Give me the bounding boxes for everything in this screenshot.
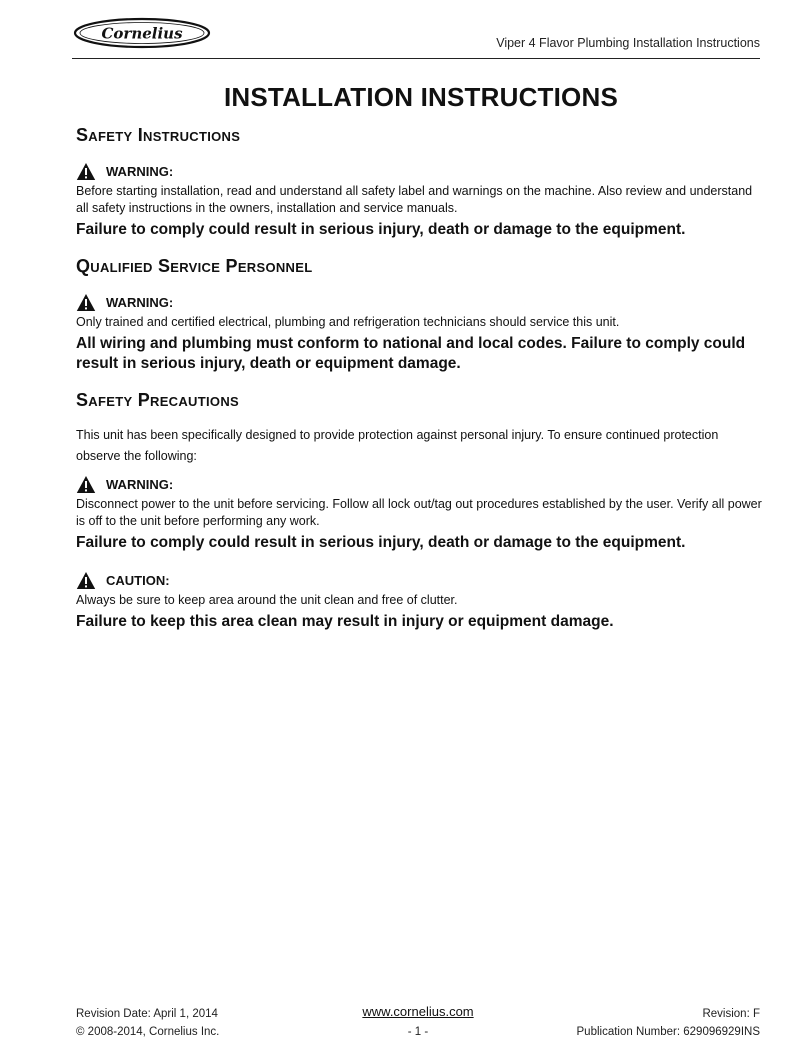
caution-triangle-icon: [76, 571, 96, 590]
section-heading-qualified-personnel: Qualified Service Personnel: [76, 256, 313, 276]
revision: Revision: F: [702, 1008, 760, 1020]
warning-block: [76, 160, 766, 240]
warning-triangle-icon: [76, 293, 96, 312]
document-body: [76, 82, 766, 648]
caution-label: CAUTION:: [106, 572, 170, 588]
warning-label: WARNING:: [106, 476, 174, 492]
warning-label: WARNING:: [106, 163, 174, 179]
page-number: - 1 -: [407, 1026, 429, 1038]
warning-text: Before starting installation, read and understand all safety label and warnings on the machine. Also review and understand all safety instructions in the owners, installation and service manuals.: [76, 184, 753, 215]
warning-block: [76, 473, 766, 553]
website-link[interactable]: www.cornelius.com: [362, 1004, 474, 1019]
warning-consequence: Failure to comply could result in serious injury, death or damage to the equipment.: [76, 221, 686, 238]
warning-text: Only trained and certified electrical, plumbing and refrigeration technicians should service this unit.: [76, 315, 620, 329]
section-heading-safety-precautions: Safety Precautions: [76, 390, 239, 410]
logo-text: Cornelius: [101, 24, 183, 43]
caution-block: [76, 569, 766, 632]
caution-text: Always be sure to keep area around the unit clean and free of clutter.: [76, 593, 458, 607]
header-title: Viper 4 Flavor Plumbing Installation Instructions: [496, 36, 760, 50]
page-title: INSTALLATION INSTRUCTIONS: [223, 82, 618, 112]
revision-date: Revision Date: April 1, 2014: [76, 1008, 218, 1020]
warning-triangle-icon: [76, 475, 96, 494]
warning-block: [76, 291, 766, 374]
warning-text: Disconnect power to the unit before servicing. Follow all lock out/tag out procedures established by the user. Verify all power is off to the unit before performing any work.: [76, 497, 762, 528]
section-heading-safety-instructions: Safety Instructions: [76, 125, 241, 145]
intro-paragraph: This unit has been specifically designed to provide protection against personal injury. To ensure continued protection observe the following:: [76, 428, 719, 463]
caution-consequence: Failure to keep this area clean may result in injury or equipment damage.: [76, 613, 614, 630]
header-divider: [72, 58, 760, 59]
cornelius-logo: [72, 16, 212, 50]
page-footer: [76, 1004, 760, 1044]
warning-label: WARNING:: [106, 294, 174, 310]
copyright: © 2008-2014, Cornelius Inc.: [76, 1026, 220, 1038]
warning-consequence: All wiring and plumbing must conform to national and local codes. Failure to comply could result in serious injury, death or equipment damage.: [76, 335, 746, 372]
warning-consequence: Failure to comply could result in serious injury, death or damage to the equipment.: [76, 534, 686, 551]
publication-number: Publication Number: 629096929INS: [576, 1026, 760, 1038]
warning-triangle-icon: [76, 162, 96, 181]
